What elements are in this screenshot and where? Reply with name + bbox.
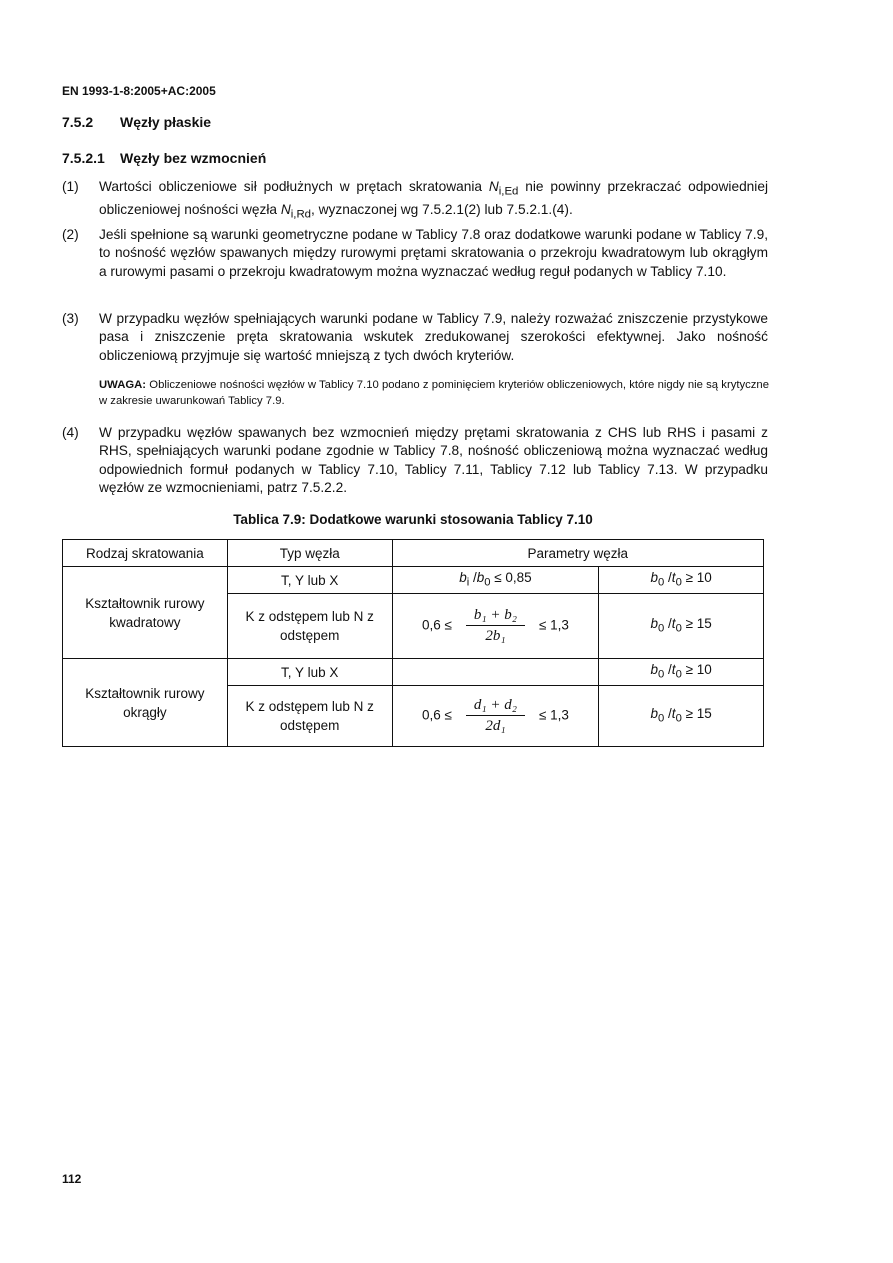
fraction-denominator: 2b₁ bbox=[485, 628, 506, 644]
fraction-numerator: d₁ + d₂ bbox=[466, 697, 525, 716]
paragraph-text: Jeśli spełnione są warunki geometryczne podane w Tablicy 7.8 oraz dodatkowe warunki podane w Tablicy 7.9, to nośność węzłów spawanych między rurowymi prętami skratowania o przekroju kwadratowym lub okrągłym a rurowymi pasami o przekroju kwadratowym można wyznaczać według reguł podanych w Tablicy 7.10. bbox=[99, 227, 768, 279]
subscript: 0 bbox=[675, 668, 682, 681]
relation: ≥ 15 bbox=[681, 705, 712, 721]
paragraph-2 bbox=[62, 226, 768, 281]
relation: ≥ 10 bbox=[681, 661, 712, 677]
page-number: 112 bbox=[62, 1172, 82, 1186]
symbol: b bbox=[650, 615, 659, 631]
text-run: Wartości obliczeniowe sił podłużnych w prętach skratowania bbox=[99, 179, 489, 194]
symbol: b bbox=[650, 569, 659, 585]
member-type-cell: Kształtownik rurowy okrągły bbox=[63, 659, 228, 747]
subscript: 0 bbox=[658, 576, 665, 589]
symbol: N bbox=[488, 179, 499, 194]
table-row bbox=[63, 659, 764, 686]
symbol: t bbox=[671, 615, 676, 631]
paragraph-number: (4) bbox=[62, 425, 79, 440]
joint-type-cell: K z odstępem lub N z odstępem bbox=[227, 594, 392, 659]
text-run: nie powinny przekraczać odpowiedniej obliczeniowej nośności węzła bbox=[99, 179, 768, 218]
header-cell: Rodzaj skratowania bbox=[63, 540, 228, 567]
member-type-cell: Kształtownik rurowy kwadratowy bbox=[63, 567, 228, 659]
parameter-cell: $b_0$ $/t_0 \ge 10$ bbox=[599, 567, 764, 594]
symbol: t bbox=[671, 569, 676, 585]
symbol: N bbox=[280, 202, 291, 218]
subscript: i,Rd bbox=[290, 208, 312, 221]
parameter-cell: $b_0$ $/t_0 \ge 10$ bbox=[599, 659, 764, 686]
parameter-cell: $b_i$ $/b_0 \le 0,85$ bbox=[392, 567, 599, 594]
section-title: Węzły płaskie bbox=[120, 114, 212, 130]
fraction-numerator: b₁ + b₂ bbox=[466, 607, 525, 626]
paragraph-text: W przypadku węzłów spawanych bez wzmocnień między prętami skratowania z CHS lub RHS i pasami z RHS, spełniających warunki podane zgodnie w Tablicy 7.8, nośność obliczeniową można wyznaczać według odpowiednich formuł podanych w Tablicy 7.10, Tablicy 7.11, Tablicy 7.12 lub Tablicy 7.13. W przypadku węzłów ze wzmocnieniami, patrz 7.5.2.2. bbox=[99, 425, 768, 495]
fraction-denominator: 2d₁ bbox=[485, 718, 506, 734]
paragraph-text: W przypadku węzłów spełniających warunki podane w Tablicy 7.9, należy rozważać zniszczenie przystykowe pasa i zniszczenie pręta skratowania wskutek zredukowanej szerokości efektywnej. Jako nośność obliczeniową przyjmuje się wartość mniejszą z tych dwóch kryteriów. bbox=[99, 311, 768, 363]
paragraph-text bbox=[99, 178, 768, 224]
paragraph-number: (2) bbox=[62, 227, 79, 242]
parameter-cell: $b_0$ $/t_0 \ge 15$ bbox=[599, 594, 764, 659]
header-cell: Parametry węzła bbox=[392, 540, 763, 567]
section-heading bbox=[62, 114, 211, 130]
parameter-cell: $b_0$ $/t_0 \ge 15$ bbox=[599, 686, 764, 747]
joint-type-cell: K z odstępem lub N z odstępem bbox=[227, 686, 392, 747]
paragraph-number: (1) bbox=[62, 179, 79, 194]
subscript: 0 bbox=[675, 712, 682, 725]
table-caption: Tablica 7.9: Dodatkowe warunki stosowania Tablicy 7.10 bbox=[233, 512, 593, 527]
paragraph-4 bbox=[62, 424, 768, 497]
note-label: UWAGA: bbox=[99, 379, 147, 391]
symbol: b bbox=[459, 569, 467, 585]
subscript: i,Ed bbox=[498, 185, 519, 198]
formula-upper-bound: ≤ 1,3 bbox=[538, 707, 569, 723]
document-header: EN 1993-1-8:2005+AC:2005 bbox=[62, 84, 216, 98]
subscript: 0 bbox=[484, 576, 491, 589]
symbol: b bbox=[476, 569, 485, 585]
subsection-heading bbox=[62, 150, 266, 166]
header-cell: Typ węzła bbox=[227, 540, 392, 567]
parameter-cell-empty bbox=[392, 659, 599, 686]
formula-upper-bound: ≤ 1,3 bbox=[538, 617, 569, 633]
subsection-number: 7.5.2.1 bbox=[62, 150, 105, 166]
subscript: 0 bbox=[658, 622, 665, 635]
joint-type-cell: T, Y lub X bbox=[227, 567, 392, 594]
symbol: b bbox=[650, 661, 659, 677]
paragraph-3 bbox=[62, 310, 768, 365]
symbol: t bbox=[671, 661, 676, 677]
relation: ≥ 10 bbox=[681, 569, 712, 585]
symbol: t bbox=[671, 705, 676, 721]
parameter-cell bbox=[392, 594, 599, 659]
fraction bbox=[466, 607, 525, 645]
subscript: 0 bbox=[658, 712, 665, 725]
relation: ≥ 15 bbox=[681, 615, 712, 631]
paragraph-1 bbox=[62, 178, 768, 224]
joint-type-cell: T, Y lub X bbox=[227, 659, 392, 686]
relation: ≤ 0,85 bbox=[490, 569, 532, 585]
section-number: 7.5.2 bbox=[62, 114, 94, 130]
subscript: 0 bbox=[675, 622, 682, 635]
subscript: 0 bbox=[675, 576, 682, 589]
parameter-cell bbox=[392, 686, 599, 747]
symbol: b bbox=[650, 705, 659, 721]
note bbox=[99, 378, 769, 409]
subscript: i bbox=[466, 576, 470, 589]
formula-lower-bound: 0,6 ≤ bbox=[421, 617, 452, 633]
fraction bbox=[466, 697, 525, 735]
table-row bbox=[63, 567, 764, 594]
note-text: Obliczeniowe nośności węzłów w Tablicy 7.10 podano z pominięciem kryteriów obliczeniowych, które nigdy nie są krytyczne w zakresie uwarunkowań Tablicy 7.9. bbox=[99, 379, 769, 407]
text-run: , wyznaczonej wg 7.5.2.1(2) lub 7.5.2.1.(4). bbox=[311, 202, 573, 218]
paragraph-number: (3) bbox=[62, 311, 79, 326]
formula-lower-bound: 0,6 ≤ bbox=[421, 707, 452, 723]
conditions-table bbox=[62, 539, 764, 747]
subscript: 0 bbox=[658, 668, 665, 681]
table-header-row bbox=[63, 540, 764, 567]
subsection-title: Węzły bez wzmocnień bbox=[120, 150, 267, 166]
